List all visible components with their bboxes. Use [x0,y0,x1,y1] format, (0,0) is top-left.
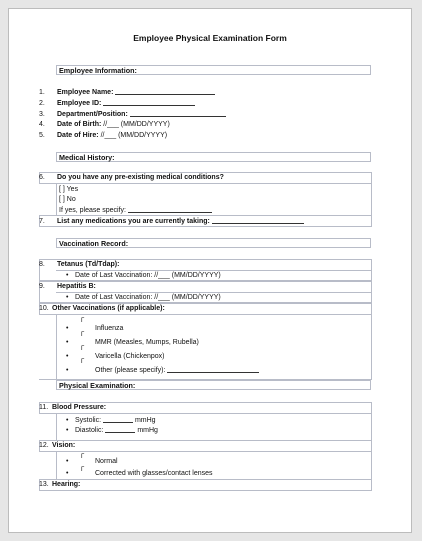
option-other[interactable] [66,365,259,375]
option-no[interactable]: [ ] No [59,196,76,203]
vaccine-hepatitis-b [39,282,96,292]
question-text: List any medications you are currently taking: [57,218,210,225]
option-yes[interactable]: [ ] Yes [59,186,79,193]
exam-hearing [39,480,80,490]
exam-label: Vision: [52,442,76,449]
bullet-icon: • [66,417,69,424]
item-number: 13. [39,481,49,488]
field-label: Date of Hire: [57,132,99,139]
medications-blank[interactable] [212,216,304,224]
tetanus-date[interactable] [66,271,221,281]
bullet-icon: • [66,458,69,465]
bullet-icon: • [66,353,69,360]
specify-blank[interactable] [128,205,212,213]
hearing-box [39,479,372,491]
item-number: 10. [39,305,49,312]
field-date-of-birth[interactable] [39,120,170,130]
field-label: Department/Position: [57,111,128,118]
option-vision-normal[interactable] [66,457,118,467]
bullet-icon: • [66,272,69,279]
item-number: 3. [39,111,45,118]
page-title: Employee Physical Examination Form [133,33,287,43]
unit-label: mmHg [137,427,158,434]
checkbox-icon[interactable]: Γ [81,318,85,324]
field-date-of-hire[interactable] [39,131,167,141]
exam-blood-pressure [39,403,106,413]
option-label: Other (please specify): [95,367,166,374]
bullet-icon: • [66,294,69,301]
item-number: 7. [39,218,45,225]
option-label: Corrected with glasses/contact lenses [95,470,213,477]
other-vaccine-blank[interactable] [167,365,259,373]
vaccine-label: Other Vaccinations (if applicable): [52,305,165,312]
diastolic-field[interactable] [66,425,158,435]
bullet-icon: • [66,470,69,477]
option-influenza[interactable] [66,324,123,334]
hepb-date[interactable] [66,293,221,303]
bullet-icon: • [66,325,69,332]
option-label: Influenza [95,325,124,332]
date-text: Date of Last Vaccination: //___ (MM/DD/YYYY) [75,294,221,301]
systolic-label: Systolic: [75,417,102,424]
systolic-field[interactable] [66,415,156,425]
bullet-icon: • [66,367,69,374]
checkbox-icon[interactable]: Γ [81,454,85,460]
item-number: 2. [39,100,45,107]
vision-box [39,440,372,452]
option-label: Varicella (Chickenpox) [95,353,165,360]
item-number: 11. [39,404,49,411]
unit-label: mmHg [134,417,156,424]
item-number: 6. [39,174,45,181]
checkbox-icon[interactable]: Γ [81,359,85,365]
field-label: Date of Birth: [57,121,102,128]
item-number: 1. [39,89,45,96]
question-text: Do you have any pre-existing medical conditions? [57,174,224,181]
date-text: Date of Last Vaccination: //___ (MM/DD/YYYY) [75,272,221,279]
question-7[interactable] [39,216,304,226]
field-label: Employee ID: [57,100,102,107]
date-format: //___ (MM/DD/YYYY) [100,132,168,139]
diastolic-label: Diastolic: [75,427,104,434]
section-employee-info: Employee Information: [56,65,371,75]
bullet-icon: • [66,427,69,434]
section-vaccination: Vaccination Record: [56,238,371,248]
checkbox-icon[interactable]: Γ [81,346,85,352]
exam-label: Blood Pressure: [52,404,107,411]
diastolic-blank[interactable] [105,425,135,433]
systolic-blank[interactable] [103,415,133,423]
vaccine-label: Tetanus (Td/Tdap): [57,261,120,268]
vaccine-other [39,304,165,314]
item-number: 12. [39,442,49,449]
checkbox-icon[interactable]: Γ [81,467,85,473]
checkbox-icon[interactable]: Γ [81,332,85,338]
section-physical-exam: Physical Examination: [56,380,371,390]
option-vision-corrected[interactable] [66,469,213,479]
field-employee-id[interactable] [39,98,195,108]
item-number: 9. [39,283,45,290]
field-department[interactable] [39,109,226,119]
specify-field[interactable] [59,205,212,215]
department-blank[interactable] [130,109,226,117]
option-label: Normal [95,458,118,465]
field-employee-name[interactable] [39,87,215,97]
vaccine-label: Hepatitis B: [57,283,96,290]
item-number: 4. [39,121,45,128]
option-mmr[interactable] [66,338,199,348]
vaccine-tetanus [39,260,119,270]
exam-label: Hearing: [52,481,81,488]
specify-label: If yes, please specify: [59,207,126,214]
bullet-icon: • [66,339,69,346]
document-page [8,8,412,533]
item-number: 5. [39,132,45,139]
item-number: 8. [39,261,45,268]
exam-vision [39,441,75,451]
option-label: MMR (Measles, Mumps, Rubella) [95,339,199,346]
name-blank[interactable] [115,87,215,95]
section-medical-history: Medical History: [56,152,371,162]
field-label: Employee Name: [57,89,114,96]
id-blank[interactable] [103,98,195,106]
question-6 [39,173,224,183]
date-format: //___ (MM/DD/YYYY) [103,121,170,128]
